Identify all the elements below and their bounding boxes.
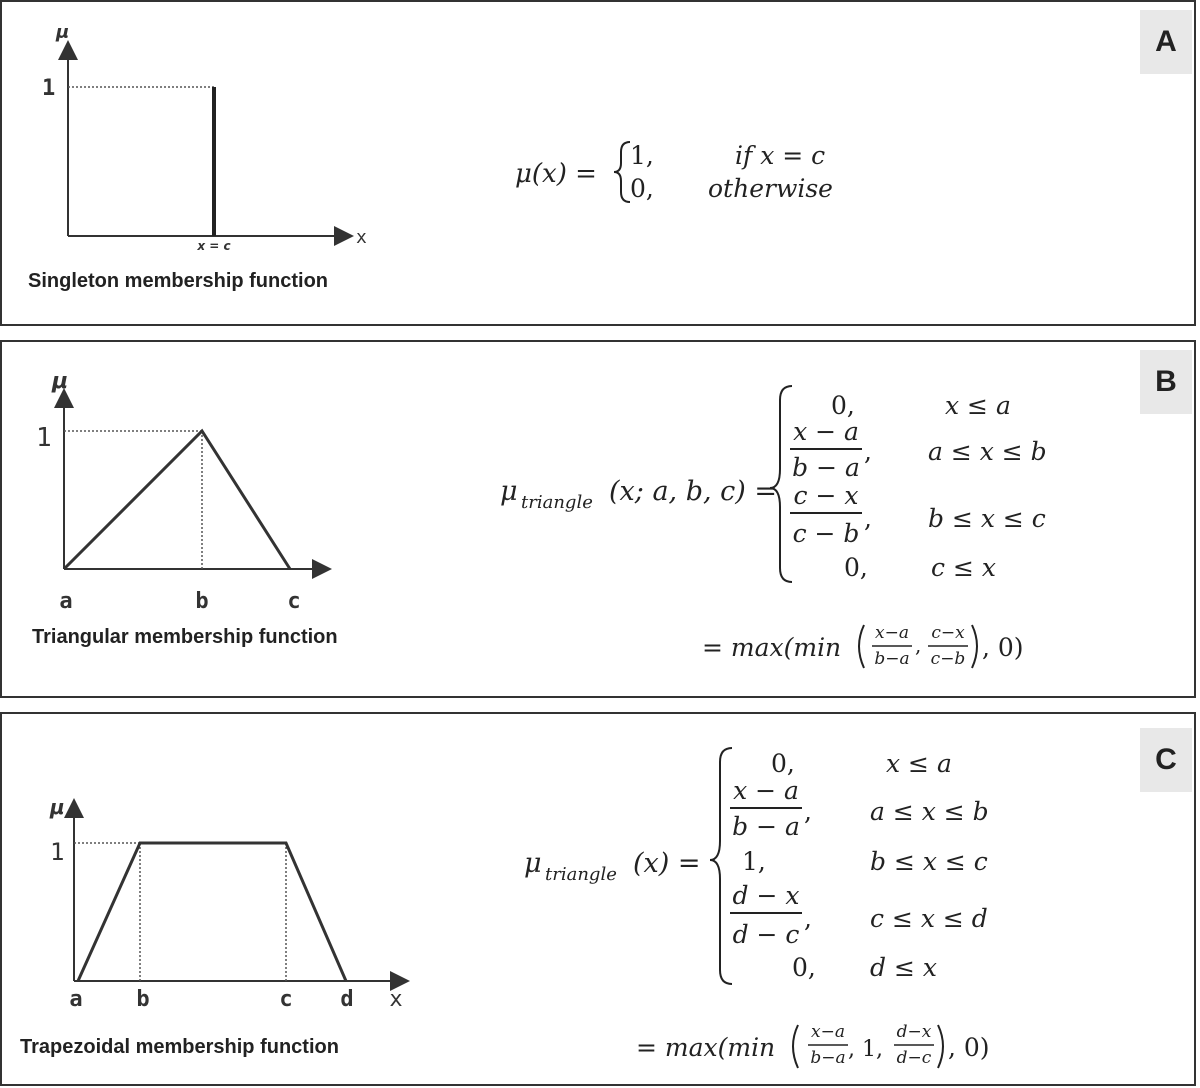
eq-lhs-args: (x; a, b, c) = (609, 476, 778, 507)
x-axis-label: x (389, 987, 403, 1012)
y-axis-label: μ (50, 795, 65, 819)
case2-comma: , (864, 437, 872, 466)
brace (614, 142, 630, 202)
singleton-equation (2, 2, 1198, 328)
y-one-label: 1 (50, 838, 65, 866)
case4-num: d − x (732, 881, 800, 910)
compact-f1-num: x−a (875, 623, 909, 643)
case3-value: 1, (742, 847, 766, 876)
compact-suffix: , 0) (982, 633, 1024, 662)
compact-f1-den: b−a (810, 1048, 846, 1068)
case1-cond: x ≤ a (886, 749, 952, 778)
eq-lhs-mu: μ (500, 476, 518, 507)
case4-cond: c ≤ x (931, 553, 996, 582)
case2-num: x − a (793, 417, 859, 446)
compact-mid: , 1, (848, 1037, 883, 1062)
x-tick-d: d (340, 987, 354, 1012)
compact-paren-left (859, 625, 864, 668)
case2-cond: a ≤ x ≤ b (928, 437, 1047, 466)
case3-num: c − x (793, 481, 859, 510)
compact-f1-den: b−a (874, 649, 910, 669)
x-tick-a: a (69, 987, 83, 1012)
case3-cond: b ≤ x ≤ c (928, 504, 1046, 533)
compact-f1-num: x−a (811, 1022, 845, 1042)
case2-comma: , (804, 797, 812, 826)
x-axis-label: x (356, 227, 367, 248)
trapezoidal-equation (2, 714, 1198, 1088)
panel-tag: B (1140, 350, 1192, 414)
y-one-label: 1 (36, 423, 52, 453)
y-axis-label: μ (56, 22, 70, 43)
case2-cond: a ≤ x ≤ b (870, 797, 989, 826)
compact-suffix: , 0) (948, 1033, 990, 1062)
case4-comma: , (804, 904, 812, 933)
panel-tag: C (1140, 728, 1192, 792)
compact-f2-num: c−x (931, 623, 965, 643)
case1-value: 0, (771, 749, 795, 778)
case2-value: 0, (630, 174, 654, 203)
x-tick-a: a (59, 589, 73, 614)
case1-value: 0, (831, 391, 855, 420)
case1-cond: x ≤ a (945, 391, 1011, 420)
case4-cond: c ≤ x ≤ d (870, 904, 988, 933)
case1-cond: if x = c (735, 141, 826, 170)
y-axis-label: μ (52, 369, 69, 394)
compact-f2-den: d−c (896, 1048, 932, 1068)
panel-caption: Trapezoidal membership function (20, 1036, 339, 1058)
panel-trapezoidal (0, 712, 1196, 1086)
case2-cond: otherwise (708, 174, 833, 203)
case3-comma: , (864, 504, 872, 533)
panel-caption: Triangular membership function (32, 626, 338, 648)
eq-lhs-args: (x) = (633, 848, 701, 879)
triangular-equation (2, 342, 1198, 700)
case5-value: 0, (792, 953, 816, 982)
eq-lhs-sub: triangle (521, 492, 593, 513)
case2-num: x − a (733, 776, 799, 805)
compact-f2-den: c−b (930, 649, 966, 669)
eq-lhs: μ(x) = (515, 159, 597, 189)
compact-paren-right (972, 625, 977, 668)
panel-singleton (0, 0, 1196, 326)
x-tick-b: b (195, 589, 209, 614)
case3-cond: b ≤ x ≤ c (870, 847, 988, 876)
y-one-label: 1 (42, 76, 56, 101)
brace (710, 748, 732, 984)
compact-prefix: = max(min (636, 1033, 776, 1062)
case5-cond: d ≤ x (870, 953, 937, 982)
x-tick-b: b (136, 987, 150, 1012)
compact-sep: , (915, 633, 922, 657)
case1-value: 1, (630, 141, 654, 170)
compact-paren-left (793, 1025, 798, 1068)
eq-lhs-sub: triangle (545, 864, 617, 885)
case4-den: d − c (732, 920, 800, 949)
compact-paren-right (938, 1025, 943, 1068)
case3-den: c − b (792, 519, 860, 548)
panel-triangular (0, 340, 1196, 698)
case2-den: b − a (732, 812, 800, 841)
compact-f2-num: d−x (896, 1022, 932, 1042)
eq-lhs-mu: μ (524, 848, 542, 879)
case4-value: 0, (844, 553, 868, 582)
panel-caption: Singleton membership function (28, 270, 329, 292)
case2-den: b − a (792, 453, 860, 482)
panel-tag: A (1140, 10, 1192, 74)
compact-prefix: = max(min (702, 633, 842, 662)
x-tick-c: c (279, 987, 293, 1012)
x-mark-label: x = c (197, 239, 231, 253)
x-tick-c: c (287, 589, 301, 614)
